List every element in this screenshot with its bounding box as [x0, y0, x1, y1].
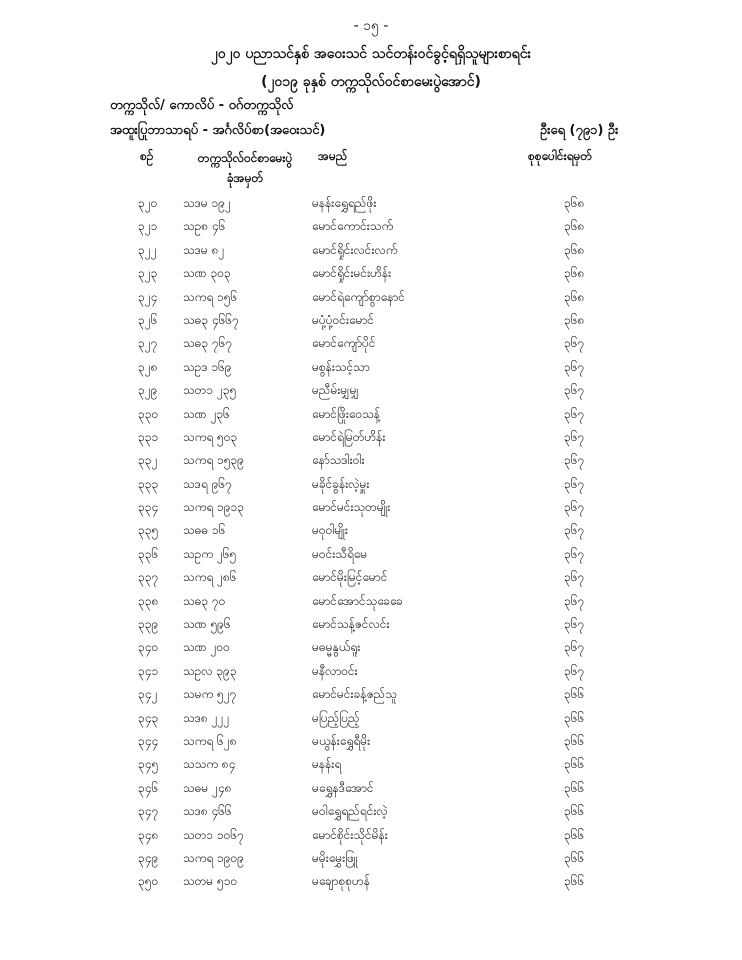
row-name: မဝုဝါမျိုး [312, 523, 348, 538]
row-name: မောင်ကောင်းသက် [312, 219, 394, 234]
table-row [0, 566, 742, 589]
table-row [0, 379, 742, 402]
row-reg-number: သတ၁ ၁၀၆၇ [183, 827, 244, 842]
table-row [0, 543, 742, 566]
row-number: ၃၃၈ [138, 593, 159, 608]
row-mark: ၃၆၆ [564, 687, 585, 702]
row-number: ၃၃၃ [138, 476, 159, 491]
row-mark: ၃၆၇ [564, 476, 585, 491]
row-reg-number: သတ၁ ၂၃၅ [183, 383, 237, 398]
row-name: မမိုးမွှေးဖြူ [312, 850, 358, 865]
row-number: ၃၄၄ [138, 733, 159, 748]
row-mark: ၃၆၆ [564, 757, 585, 772]
row-reg-number: သဓ၃ ၇၆၇ [183, 336, 233, 351]
row-mark: ၃၆၇ [564, 453, 585, 468]
table-row [0, 636, 742, 659]
row-mark: ၃၆၇ [564, 359, 585, 374]
row-number: ၃၄၈ [138, 827, 159, 842]
row-mark: ၃၆၇ [564, 546, 585, 561]
row-number: ၃၃၇ [138, 570, 159, 585]
row-name: မောင်ရှိုင်းလင်းလက် [312, 242, 398, 257]
row-reg-number: သဥက ၂၆၅ [183, 546, 237, 561]
row-number: ၃၄၆ [138, 780, 159, 795]
table-row [0, 519, 742, 542]
row-number: ၃၂၃ [138, 266, 158, 281]
row-number: ၃၄၅ [138, 757, 159, 772]
row-name: မနန်းရွှေရည်ဖိုး [312, 196, 377, 210]
row-reg-number: သကရ ၁၉၁၃ [183, 500, 245, 515]
table-row [0, 707, 742, 730]
table-row [0, 496, 742, 519]
row-name: မောင်မိုးမြင့်မောင် [312, 570, 388, 585]
row-mark: ၃၆၇ [564, 336, 585, 351]
row-reg-number: သဥဒ ၁၆၉ [183, 359, 232, 374]
table-row [0, 192, 742, 215]
header-reg-line1: တက္ကသိုလ်ဝင်စာမေးပွဲ [197, 151, 293, 165]
row-name: မောင်ရှိုင်းမင်းဟိန်း [312, 266, 392, 281]
row-mark: ၃၆၆ [564, 850, 585, 865]
row-reg-number: သဏ ၅၉၆ [183, 617, 231, 632]
row-name: မခိုင်ခွန်းလဲ့မှူး [312, 476, 370, 491]
row-mark: ၃၆၇ [564, 663, 585, 678]
row-number: ၃၃၄ [138, 500, 159, 515]
row-mark: ၃၆၆ [564, 827, 585, 842]
row-reg-number: သဒ၈ ၂၂၂ [183, 710, 230, 725]
table-row [0, 660, 742, 683]
row-reg-number: သကရ ၁၅၃၉ [183, 453, 245, 468]
row-reg-number: သတမ ၅၁၀ [183, 874, 238, 889]
table-row [0, 449, 742, 472]
table-row [0, 590, 742, 613]
row-number: ၃၃၉ [138, 617, 159, 632]
row-mark: ၃၆၈ [564, 242, 585, 257]
row-number: ၃၂၉ [138, 383, 158, 398]
row-reg-number: သဏ ၂၃၆ [183, 406, 230, 421]
row-name: မောင်မင်းခန့်ဇည်သူ [312, 687, 397, 702]
header-mark: စုစုပေါင်းရမှတ် [528, 149, 593, 163]
row-mark: ၃၆၇ [564, 500, 585, 515]
row-number: ၃၄၂ [138, 687, 158, 702]
page-number: - ၁၅ - [353, 18, 389, 34]
row-reg-number: သဒ၈ ၄၆၆ [183, 804, 232, 819]
row-reg-number: သဓ၃ ၇၀ [183, 593, 226, 608]
row-number: ၃၂၇ [138, 336, 158, 351]
university-line: တက္ကသိုလ်/ ကောလိပ် - ဝဂ်တက္ကသိုလ် [110, 98, 294, 113]
table-row [0, 403, 742, 426]
row-name: မရွှေနဒီအောင် [312, 780, 374, 795]
row-mark: ၃၆၇ [564, 523, 585, 538]
table-row [0, 356, 742, 379]
row-mark: ၃၆၈ [564, 312, 585, 327]
row-reg-number: သဓမ ၂၄၈ [183, 780, 232, 795]
row-name: မောင်စိုင်းသိုင်မိန်း [312, 827, 388, 842]
row-mark: ၃၆၇ [564, 383, 585, 398]
row-reg-number: သကရ ၁၅၆ [183, 289, 238, 304]
row-number: ၃၄၉ [138, 850, 159, 865]
header-name: အမည် [318, 149, 348, 163]
row-reg-number: သဓ၃ ၄၆၆၇ [183, 312, 239, 327]
row-number: ၃၂၂ [138, 242, 157, 257]
row-mark: ၃၆၇ [564, 429, 585, 444]
row-mark: ၃၆၆ [564, 804, 585, 819]
row-name: မစွန်းသင့်သာ [312, 359, 370, 374]
row-reg-number: သဥ၈ ၄၆ [183, 219, 226, 234]
row-number: ၃၃၁ [138, 429, 159, 444]
table-row [0, 847, 742, 870]
table-row [0, 286, 742, 309]
row-reg-number: သကရ ၆၂၈ [183, 733, 237, 748]
row-reg-number: သဒမ ၁၉၂ [183, 196, 231, 210]
table-row [0, 215, 742, 238]
row-number: ၃၂၆ [138, 312, 158, 327]
header-reg [180, 148, 310, 188]
row-reg-number: သကရ ၅၀၃ [183, 429, 238, 444]
row-name: မညီမ်းမျှမျှ [312, 383, 359, 398]
row-name: မောင်အောင်သုခေခေ [312, 593, 403, 608]
row-name: မောင်မင်းသုတမျိုး [312, 500, 391, 515]
row-number: ၃၂၈ [138, 359, 158, 374]
document-title: ၂၀၂၀ ပညာသင်နှစ် အဝေးသင် သင်တန်းဝင်ခွင့်ရရှိသူများစာရင်း [210, 46, 532, 62]
row-reg-number: သဏ ၃၀၃ [183, 266, 231, 281]
row-mark: ၃၆၈ [564, 196, 585, 210]
document-subtitle: (၂၀၁၉ ခုနှစ် တက္ကသိုလ်ဝင်စာမေးပွဲအောင်) [261, 74, 481, 90]
row-number: ၃၂၄ [138, 289, 158, 304]
row-name: မချောစုစုဟန် [312, 874, 370, 889]
table-row [0, 309, 742, 332]
row-name: မောင်သန့်ဇင်လင်း [312, 617, 390, 632]
row-reg-number: သကရ ၁၉၀၉ [183, 850, 245, 865]
table-row [0, 870, 742, 893]
table-row [0, 800, 742, 823]
table-row [0, 613, 742, 636]
row-mark: ၃၆၆ [564, 733, 585, 748]
row-reg-number: သဒမ ၈၂ [183, 242, 225, 257]
row-mark: ၃၆၈ [564, 219, 585, 234]
table-row [0, 426, 742, 449]
row-mark: ၃၆၇ [564, 406, 585, 421]
row-mark: ၃၆၆ [564, 780, 585, 795]
row-number: ၃၂၀ [138, 196, 158, 210]
row-number: ၃၄၃ [138, 710, 159, 725]
row-reg-number: သဥလ ၃၉၃ [183, 663, 237, 678]
row-reg-number: သသက ၈၄ [183, 757, 236, 772]
row-mark: ၃၆၆ [564, 874, 585, 889]
table-row [0, 262, 742, 285]
row-reg-number: သဏ ၂၀၀ [183, 640, 230, 655]
row-mark: ၃၆၈ [564, 289, 585, 304]
row-name: မဝါရွှေရည်ရင်းလဲ့ [312, 804, 388, 819]
row-name: မောင်ရဲမြတ်ဟိန်း [312, 429, 386, 444]
row-name: မပြည့်ပြည့် [312, 710, 360, 725]
row-number: ၃၄၇ [138, 804, 159, 819]
table-row [0, 824, 742, 847]
row-reg-number: သဒရ ၉၆၇ [183, 476, 232, 491]
table-row [0, 683, 742, 706]
header-no: စဉ် [140, 149, 154, 163]
table-row [0, 473, 742, 496]
row-number: ၃၂၁ [138, 219, 158, 234]
row-name: နော်သဒါးဝါး [312, 453, 365, 468]
row-mark: ၃၆၇ [564, 593, 585, 608]
row-reg-number: သကရ ၂၈၆ [183, 570, 237, 585]
subject-line: အထူးပြုဘာသာရပ် - အင်္ဂလိပ်စာ(အဝေးသင်) [110, 123, 326, 138]
table-row [0, 777, 742, 800]
row-mark: ၃၆၆ [564, 710, 585, 725]
row-number: ၃၃၀ [138, 406, 159, 421]
row-name: မနီလာဝင်း [312, 663, 358, 678]
score-line: ဦးရေ (၇၉၁) ဦး [540, 123, 619, 138]
table-row [0, 239, 742, 262]
table-row [0, 753, 742, 776]
row-name: မယွန်းရွှေရီမိုး [312, 733, 371, 748]
row-mark: ၃၆၇ [564, 617, 585, 632]
header-reg-line2: ခုံအမှတ် [226, 171, 264, 185]
row-number: ၃၃၆ [138, 546, 159, 561]
row-reg-number: သဓဓ ၁၆ [183, 523, 226, 538]
row-name: မနန်းရ [312, 757, 342, 772]
row-mark: ၃၆၇ [564, 570, 585, 585]
row-reg-number: သမက ၅၂၇ [183, 687, 237, 702]
table-row [0, 730, 742, 753]
row-name: မပုံ့ပုံ့ဝင်းမောင် [312, 312, 374, 327]
results-table [0, 192, 742, 894]
row-name: မောင်ကျော်ပိုင် [312, 336, 376, 351]
row-number: ၃၃၂ [138, 453, 158, 468]
row-number: ၃၄၁ [138, 663, 159, 678]
row-mark: ၃၆၈ [564, 266, 585, 281]
row-name: မဝင်းသီရိမေ [312, 546, 368, 561]
row-number: ၃၄၀ [138, 640, 159, 655]
row-mark: ၃၆၇ [564, 640, 585, 655]
row-number: ၃၅၀ [138, 874, 159, 889]
row-name: မောင်ဖြိုးဝေသန့် [312, 406, 380, 421]
row-name: မောင်ရဲကျော်စွာနောင် [312, 289, 405, 304]
row-name: မဓမ္မနွယ်ရူး [312, 640, 361, 655]
table-row [0, 332, 742, 355]
row-number: ၃၃၅ [138, 523, 159, 538]
